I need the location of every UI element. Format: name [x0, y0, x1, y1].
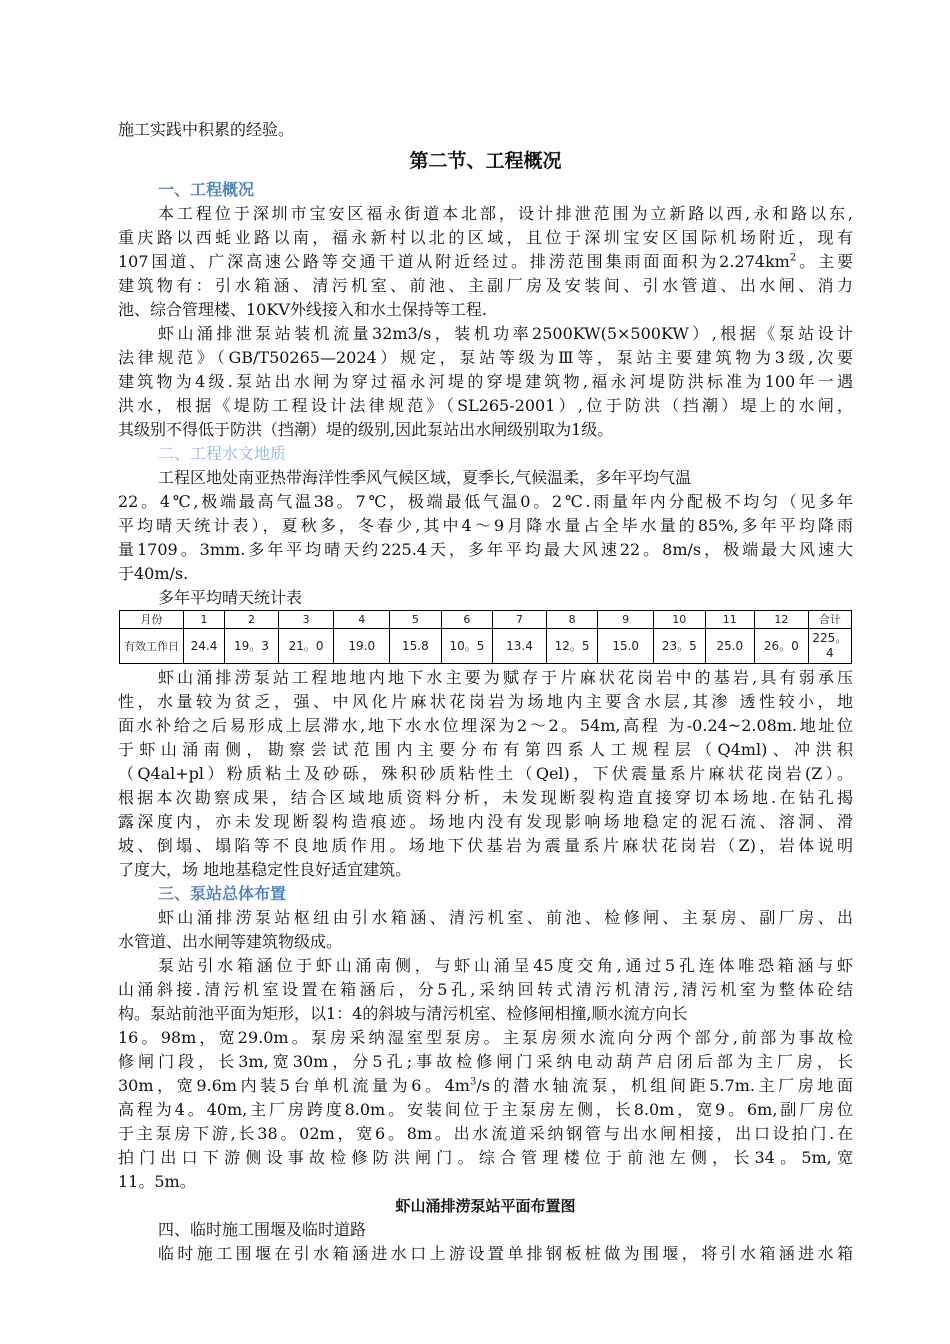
table-header-cell: 7: [493, 611, 547, 629]
heading-hydrogeology: 二、工程水文地质: [158, 444, 287, 463]
sunny-days-table: [119, 610, 852, 664]
table-header-cell: 9: [598, 611, 654, 629]
text-line: 虾山涌排涝泵站工程地地内地下水主要为赋存于片麻状花岗岩中的基岩,具有弱承压: [158, 668, 853, 687]
text-line: 虾山涌排泄泵站装机流量32m3/s，装机功率2500KW(5×500KW）,根据《泵站设计: [158, 324, 853, 343]
text-line: 22。4℃,极端最高气温38。7℃，极端最低气温0。2℃.雨量年内分配极不均匀（见多年: [118, 492, 853, 511]
table-header-cell: 1: [183, 611, 224, 629]
table-cell: 19.0: [334, 629, 390, 664]
text-line: 了度大，场 地地基稳定性良好适宜建筑。: [118, 860, 412, 879]
text-line: 量1709。3mm.多年平均晴天约225.4天，多年平均最大风速22。8m/s，极端最大风速大: [118, 540, 853, 559]
paragraph-overview: [118, 202, 853, 322]
section-title: 第二节、工程概况: [409, 150, 562, 172]
table-cell: 19。3: [225, 629, 279, 664]
text-line: 16。98m，宽29.0m。泵房采纳湿室型泵房。主泵房须水流向分两个部分,前部为事故检: [118, 1028, 853, 1047]
table-cell: 24.4: [183, 629, 224, 664]
table-cell: 21。0: [278, 629, 334, 664]
text-line: 其级别不得低于防洪（挡潮）堤的级别,因此泵站出水闸级别取为1级。: [118, 420, 614, 439]
figure-title: 虾山涌排涝泵站平面布置图: [395, 1197, 576, 1215]
text-line: 11。5m。: [118, 1172, 196, 1191]
text-line: 泵站引水箱涵位于虾山涌南侧，与虾山涌呈45度交角,通过5孔连体唯恐箱涵与虾: [158, 956, 853, 975]
text-line: 拍门出口下游侧设事故检修防洪闸门。综合管理楼位于前池左侧，长34。5m,宽: [118, 1148, 853, 1167]
text-line: 坡、倒塌、塌陷等不良地质作用。场地下伏基岩为震量系片麻状花岗岩（Z)，岩体说明: [118, 836, 853, 855]
text-line: 重庆路以西蚝业路以南，福永新村以北的区域，且位于深圳宝安区国际机场附近，现有: [118, 228, 853, 247]
text-line: 虾山涌排涝泵站枢纽由引水箱涵、清污机室、前池、检修闸、主泵房、副厂房、出: [158, 908, 853, 927]
text-line: 107国道、广深高速公路等交通干道从附近经过。排涝范围集雨面面积为$2.274km^2$。主要: [118, 252, 853, 271]
text-line: 洪水，根据《堤防工程设计法律规范》（SL265-2001）,位于防洪（挡潮）堤上的水闸，: [118, 396, 853, 415]
paragraph-hub: [118, 906, 853, 954]
text-line: 性，水量较为贫乏，强、中风化片麻状花岗岩为场地内主要含水层,其渗 透性较小，地: [118, 692, 853, 711]
table-header-cell: 3: [278, 611, 334, 629]
heading-temporary-works: 四、临时施工围堰及临时道路: [158, 1220, 367, 1239]
text-line: 法律规范》（GB/T50265—2024）规定，泵站等级为Ⅲ等，泵站主要建筑物为3级,次要: [118, 348, 853, 367]
text-line: 于40m/s.: [118, 564, 189, 583]
table-cell: 13.4: [493, 629, 547, 664]
text-line: 构。泵站前池平面为矩形，以1：4的斜坡与清污机室、检修闸相撞,顺水流方向长: [118, 1004, 688, 1023]
text-line: 建筑物有：引水箱涵、清污机室、前池、主副厂房及安装间、引水管道、出水闸、消力: [118, 276, 853, 295]
paragraph-climate: [118, 466, 853, 586]
text-line: 面水补给之后易形成上层滞水,地下水水位埋深为2～2。54m,高程 为-0.24~2.08m.地址位: [118, 716, 853, 735]
text-line: 30m，宽9.6m内装5台单机流量为6。$4m^3/s$的潜水轴流泵，机组间距5.7m.主厂房地面: [118, 1076, 853, 1095]
table-header-cell: 11: [705, 611, 754, 629]
table-header-label: 月份: [120, 611, 184, 629]
text-line: 水管道、出水闸等建筑物级成。: [118, 932, 343, 951]
heading-layout: 三、泵站总体布置: [158, 884, 287, 903]
heading-overview: 一、工程概况: [158, 180, 255, 199]
table-header-cell: 12: [755, 611, 809, 629]
table-header-cell: 2: [225, 611, 279, 629]
text-line: 建筑物为4级.泵站出水闸为穿过福永河堤的穿堤建筑物,福永河堤防洪标准为100年一遇: [118, 372, 853, 391]
text-line: 高程为4。40m,主厂房跨度8.0m。安装间位于主泵房左侧，长8.0m，宽9。6m,副厂房位: [118, 1100, 853, 1119]
text-line: 于主泵房下游,长38。02m，宽6。8m。出水流道采纳钢管与出水闸相接，出口设拍门.在: [118, 1124, 853, 1143]
text-line: 施工实践中积累的经验。: [118, 120, 295, 139]
table-cell: 15.8: [390, 629, 442, 664]
table-header-row: [120, 611, 852, 629]
document-page: [118, 118, 853, 1266]
text-line: 于虾山涌南侧，勘察尝试范围内主要分布有第四系人工规程层（Q4ml)、冲洪积: [118, 740, 853, 759]
text-line: 临时施工围堰在引水箱涵进水口上游设置单排钢板桩做为围堰，将引水箱涵进水箱: [158, 1244, 853, 1263]
text-line: 山涌斜接.清污机室设置在箱涵后，分5孔,采纳回转式清污机清污,清污机室为整体砼结: [118, 980, 853, 999]
table-cell: 12。5: [546, 629, 598, 664]
table-caption: 多年平均晴天统计表: [158, 588, 303, 607]
table-cell: 26。0: [755, 629, 809, 664]
table-header-cell: 合计: [808, 611, 851, 629]
text-line: 露深度内，亦未发现断裂构造痕迹。场地内没有发现影响场地稳定的泥石流、溶洞、滑: [118, 812, 853, 831]
text-line: 修闸门段，长3m,宽30m，分5孔;事故检修闸门采纳电动葫芦启闭后部为主厂房，长: [118, 1052, 853, 1071]
text-line: 池、综合管理楼、10KV外线接入和水土保持等工程.: [118, 300, 487, 319]
text-line: 本工程位于深圳市宝安区福永街道本北部，设计排泄范围为立新路以西,永和路以东,: [158, 204, 853, 223]
table-row-label: 有效工作日: [120, 629, 184, 664]
table-cell: 23。5: [654, 629, 706, 664]
paragraph-station-layout: [118, 954, 853, 1194]
table-header-cell: 6: [441, 611, 493, 629]
table-cell: 225。4: [808, 629, 851, 664]
text-line: 工程区地处南亚热带海洋性季风气候区域，夏季长,气候温柔，多年平均气温: [158, 468, 692, 487]
table-cell: 10。5: [441, 629, 493, 664]
table-header-cell: 8: [546, 611, 598, 629]
table-header-cell: 5: [390, 611, 442, 629]
paragraph-pump-spec: [118, 322, 853, 442]
text-line: （Q4al+pl）粉质粘土及砂砾，殊积砂质粘性土（Qel)，下伏震量系片麻状花岗岩(Z）。: [118, 764, 853, 783]
table-row: [120, 629, 852, 664]
table-cell: 15.0: [598, 629, 654, 664]
paragraph-groundwater: [118, 666, 853, 882]
text-line: 根据本次勘察成果，结合区域地质资料分析，未发现断裂构造直接穿切本场地.在钻孔揭: [118, 788, 853, 807]
table-header-cell: 4: [334, 611, 390, 629]
text-line: 平均晴天统计表），夏秋多，冬春少,其中4～9月降水量占全毕水量的85%,多年平均降雨: [118, 516, 853, 535]
table-header-cell: 10: [654, 611, 706, 629]
table-cell: 25.0: [705, 629, 754, 664]
